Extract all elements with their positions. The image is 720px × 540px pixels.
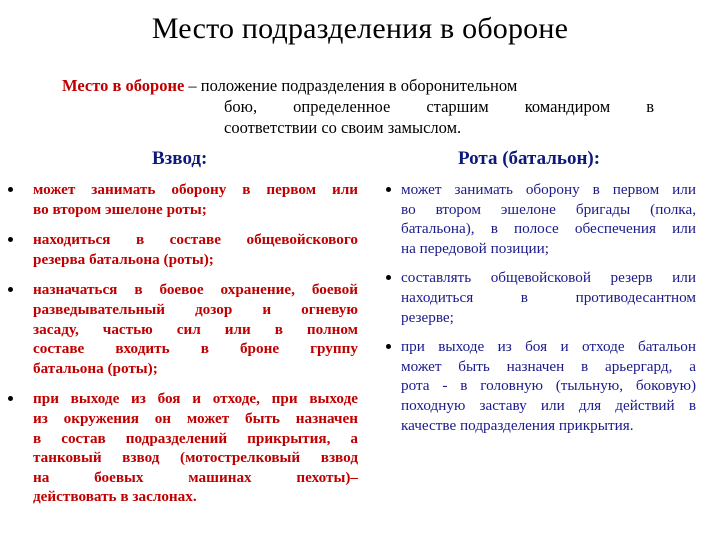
definition-text-2: бою, определенное старшим командиром в [224,97,654,116]
platoon-heading: Взвод: [152,148,208,169]
list-item-line: может занимать оборону в первом или [33,181,358,198]
page-title: Место подразделения в обороне [151,12,569,45]
bullet-icon [8,287,13,292]
list-item-line: составлять общевойсковой резерв или [401,269,696,287]
bullet-icon [8,187,13,192]
list-item-line: походную заставу или для действий в [401,396,696,414]
list-item-line: может быть назначен в арьергард, а [401,357,696,375]
list-item-line: во втором эшелоне роты; [33,200,207,218]
list-item-line: находиться в составе общевойскового [33,231,358,249]
list-item-line: разведывательный дозор и огневую [33,300,358,318]
list-item-line: качестве подразделения прикрытия. [401,416,634,434]
list-item-line: резерве; [401,308,454,326]
list-item-line: действовать в заслонах. [33,488,197,506]
list-item [386,337,696,435]
list-item-line: при выходе из боя и отходе, при выходе [33,390,358,408]
list-item [386,180,696,258]
list-item [8,389,358,507]
list-item-line: на передовой позиции; [401,239,550,257]
platoon-list [8,180,358,507]
bullet-icon [386,187,391,192]
list-item-line: засаду, частью сил или в полном [33,320,358,338]
bullet-icon [386,275,391,280]
list-item [8,280,358,378]
definition-term: Место в обороне [62,76,185,95]
list-item [8,230,358,269]
list-item-line: при выходе из боя и отходе батальон [401,338,696,356]
list-item-line: батальона (роты); [33,359,158,377]
list-item-line: назначаться в боевое охранение, боевой [33,281,358,299]
list-item-line: во втором эшелоне бригады (полка, [401,200,696,218]
definition-text-1: – положение подразделения в оборонительном [184,76,518,95]
definition-first-line [62,75,654,96]
list-item-line: на боевых машинах пехоты)– [33,468,358,486]
list-item-line: батальона), в полосе обеспечения или [401,220,696,238]
list-item-line: из окружения он может быть назначен [33,409,358,427]
company-list [386,180,696,435]
list-item-line: составе входить в броне группу [33,340,358,358]
company-heading: Рота (батальон): [458,148,601,169]
list-item [8,180,358,219]
definition [62,75,654,138]
list-item-line: танковый взвод (мотострелковый взвод [33,449,358,467]
list-item-line: резерва батальона (роты); [33,250,214,268]
list-item-line: может занимать оборону в первом или [401,181,696,198]
list-item-line: рота - в головную (тыльную, боковую) [401,377,696,395]
list-item-line: в состав подразделений прикрытия, а [33,429,358,447]
bullet-icon [386,344,391,349]
definition-text-3: соответствии со своим замыслом. [224,118,462,137]
bullet-icon [8,396,13,401]
list-item-line: находиться в противодесантном [401,288,696,306]
list-item [386,268,696,327]
bullet-icon [8,237,13,242]
